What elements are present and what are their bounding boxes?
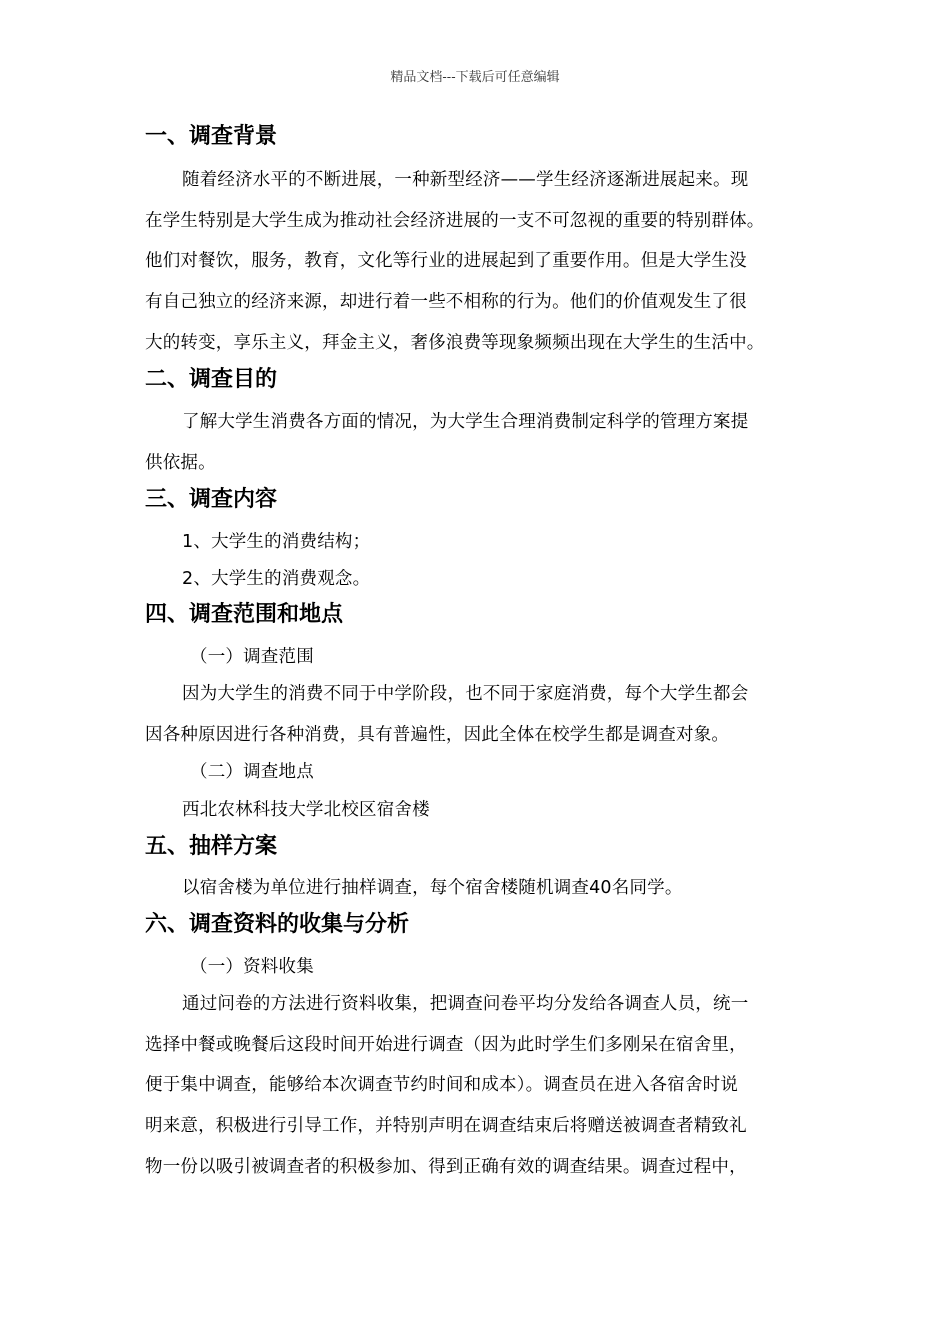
section-heading-scope: 四、调查范围和地点: [145, 602, 344, 627]
paragraph-line: 选择中餐或晚餐后这段时间开始进行调查（因为此时学生们多刚呆在宿舍里，: [145, 1035, 747, 1055]
paragraph-line: 因各种原因进行各种消费，具有普遍性，因此全体在校学生都是调查对象。: [145, 725, 730, 745]
paragraph-line: 大的转变，享乐主义，拜金主义，奢侈浪费等现象频频出现在大学生的生活中。: [145, 333, 765, 353]
section-heading-content: 三、调查内容: [145, 487, 278, 512]
paragraph-line: 他们对餐饮，服务，教育，文化等行业的进展起到了重要作用。但是大学生没: [145, 251, 747, 271]
paragraph-line: 随着经济水平的不断进展，一种新型经济——学生经济逐渐进展起来。现: [182, 170, 749, 190]
paragraph-line: 明来意，积极进行引导工作，并特别声明在调查结束后将赠送被调查者精致礼: [145, 1116, 747, 1136]
paragraph-line: 以宿舍楼为单位进行抽样调查，每个宿舍楼随机调查40名同学。: [182, 878, 683, 898]
paragraph-line: 供依据。: [145, 453, 216, 473]
subheading: （一）资料收集: [190, 957, 314, 977]
subheading: （二）调查地点: [190, 762, 314, 782]
list-item: 2、大学生的消费观念。: [182, 569, 371, 589]
section-heading-data-collection: 六、调查资料的收集与分析: [145, 912, 410, 937]
paragraph-line: 因为大学生的消费不同于中学阶段，也不同于家庭消费，每个大学生都会: [182, 684, 749, 704]
paragraph-line: 在学生特别是大学生成为推动社会经济进展的一支不可忽视的重要的特别群体。: [145, 211, 765, 231]
paragraph-line: 了解大学生消费各方面的情况，为大学生合理消费制定科学的管理方案提: [182, 412, 749, 432]
section-heading-purpose: 二、调查目的: [145, 367, 278, 392]
paragraph-line: 通过问卷的方法进行资料收集，把调查问卷平均分发给各调查人员，统一: [182, 994, 749, 1014]
paragraph-line: 物一份以吸引被调查者的积极参加、得到正确有效的调查结果。调查过程中，: [145, 1157, 747, 1177]
paragraph-line: 有自己独立的经济来源，却进行着一些不相称的行为。他们的价值观发生了很: [145, 292, 747, 312]
paragraph-line: 西北农林科技大学北校区宿舍楼: [182, 800, 430, 820]
list-item: 1、大学生的消费结构；: [182, 532, 371, 552]
page-header: 精品文档---下载后可任意编辑: [390, 70, 560, 85]
subheading: （一）调查范围: [190, 647, 314, 667]
paragraph-line: 便于集中调查，能够给本次调查节约时间和成本）。调查员在进入各宿舍时说: [145, 1075, 739, 1095]
section-heading-background: 一、调查背景: [145, 124, 278, 149]
section-heading-sampling: 五、抽样方案: [145, 834, 278, 859]
